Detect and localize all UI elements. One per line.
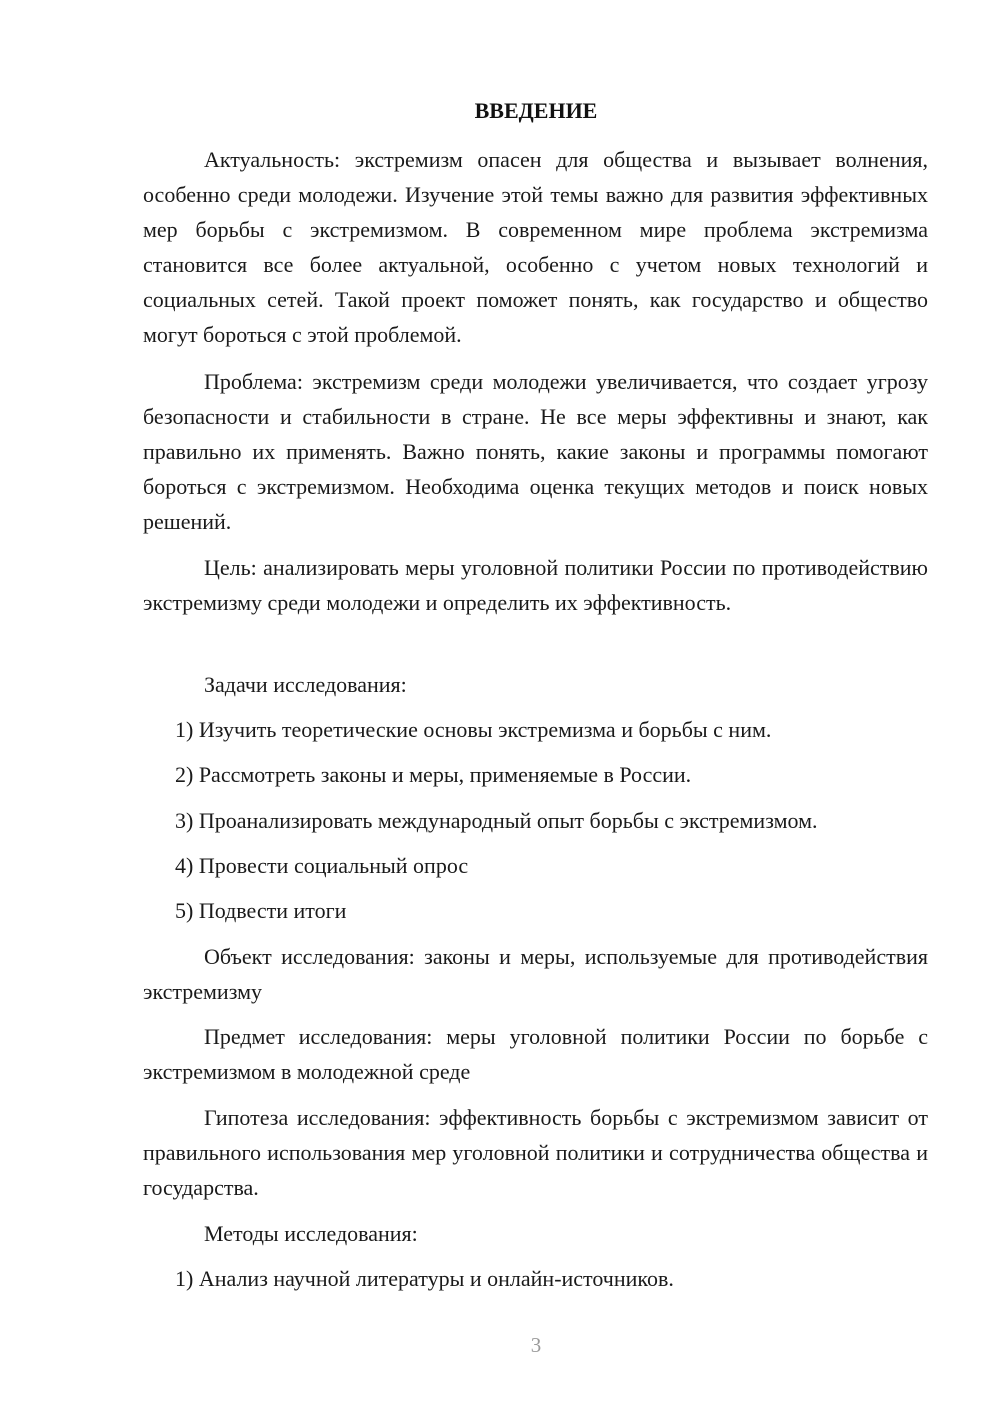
hypothesis-paragraph: Гипотеза исследования: эффективность борьбы с экстремизмом зависит от правильного использования мер уголовной политики и сотрудничества общества и государства.	[143, 1105, 928, 1200]
tasks-heading: Задачи исследования:	[204, 672, 407, 697]
section-heading: ВВЕДЕНИЕ	[474, 98, 598, 123]
methods-heading: Методы исследования:	[204, 1221, 418, 1246]
task-item: 2) Рассмотреть законы и меры, применяемые в России.	[175, 762, 692, 787]
relevance-paragraph: Актуальность: экстремизм опасен для общества и вызывает волнения, особенно среди молодежи. Изучение этой темы важно для развития эффективных мер борьбы с экстремизмом. В современном мире проблема экстремизма становится все более актуальной, особенно с учетом новых технологий и социальных сетей. Такой проект поможет понять, как государство и общество могут бороться с этой проблемой.	[143, 147, 928, 347]
object-paragraph: Объект исследования: законы и меры, используемые для противодействия экстремизму	[143, 944, 928, 1004]
task-item: 4) Провести социальный опрос	[175, 853, 469, 878]
task-item: 5) Подвести итоги	[175, 898, 347, 923]
task-item: 1) Изучить теоретические основы экстремизма и борьбы с ним.	[175, 717, 772, 742]
problem-paragraph: Проблема: экстремизм среди молодежи увеличивается, что создает угрозу безопасности и стабильности в стране. Не все меры эффективны и знают, как правильно их применять. Важно понять, какие законы и программы помогают бороться с экстремизмом. Необходима оценка текущих методов и поиск новых решений.	[143, 369, 928, 534]
subject-paragraph: Предмет исследования: меры уголовной политики России по борьбе с экстремизмом в молодежной среде	[143, 1024, 928, 1084]
task-item: 3) Проанализировать международный опыт борьбы с экстремизмом.	[175, 808, 818, 833]
method-item: 1) Анализ научной литературы и онлайн-источников.	[175, 1266, 674, 1291]
page-number: 3	[530, 1333, 542, 1357]
goal-paragraph: Цель: анализировать меры уголовной политики России по противодействию экстремизму среди молодежи и определить их эффективность.	[143, 555, 928, 615]
